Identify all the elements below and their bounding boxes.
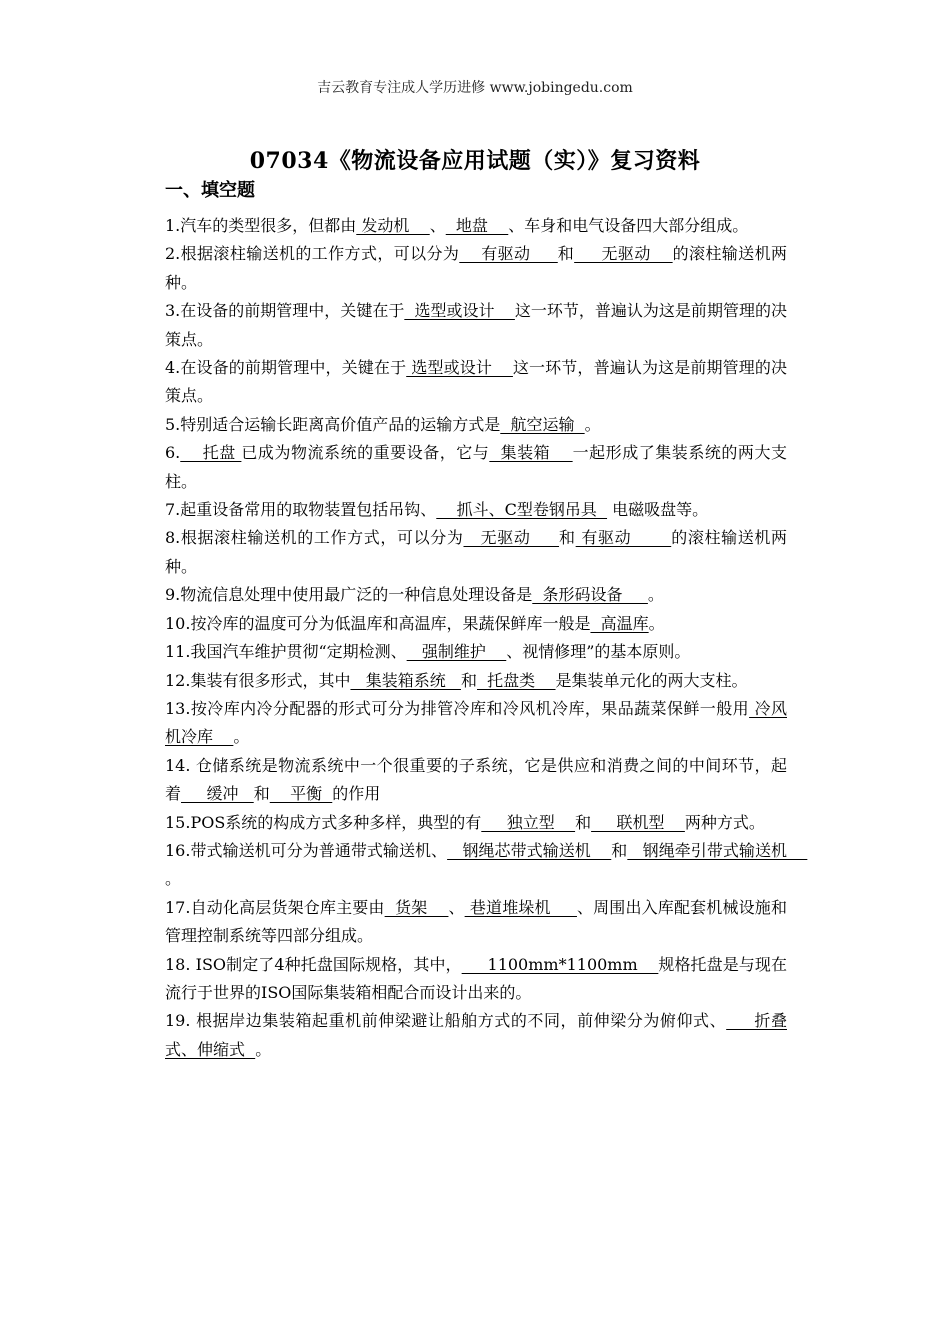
question-item — [165, 1007, 787, 1064]
question-text: 一起形成了集装系统的两大支柱。 — [165, 443, 787, 491]
answer-blank: 有驱动 — [575, 528, 672, 548]
question-text: 这一环节，普遍认为这是前期管理的决策点。 — [165, 301, 787, 349]
question-text: 11.我国汽车维护贯彻“定期检测、 — [165, 642, 407, 662]
answer-blank: 托盘 — [180, 443, 242, 463]
answer-blank: 独立型 — [481, 812, 576, 832]
answer-blank: 钢绳牵引带式输送机 — [627, 840, 808, 860]
question-text: 19. 根据岸边集装箱起重机前伸梁避让船舶方式的不同，前伸梁分为俯仰式、 — [165, 1011, 727, 1031]
answer-blank: 平衡 — [269, 784, 333, 804]
question-item — [165, 212, 787, 240]
question-text: 。 — [165, 869, 182, 889]
question-text: 的滚柱输送机两种。 — [165, 528, 787, 576]
question-item — [165, 809, 787, 837]
question-item — [165, 297, 787, 354]
question-text: 、 — [448, 897, 465, 917]
question-item — [165, 752, 787, 809]
answer-blank: 发动机 — [356, 216, 430, 235]
answer-blank: 无驱动 — [574, 244, 673, 264]
question-item — [165, 354, 787, 411]
question-text: 两种方式。 — [684, 812, 765, 832]
answer-blank: 巷道堆垛机 — [464, 897, 577, 917]
question-item — [165, 439, 787, 496]
question-item — [165, 581, 787, 609]
question-text: 1.汽车的类型很多，但都由 — [165, 216, 357, 235]
question-text: 。 — [647, 585, 664, 605]
question-text: 10.按冷库的温度可分为低温库和高温库，果蔬保鲜库一般是 — [165, 613, 591, 633]
question-text: 。 — [584, 414, 601, 434]
question-list — [165, 212, 808, 1064]
question-text: 4.在设备的前期管理中，关键在于 — [165, 358, 407, 378]
answer-blank: 有驱动 — [459, 244, 558, 264]
answer-blank: 无驱动 — [463, 528, 560, 548]
answer-blank: 抓斗、C型卷钢吊具 — [436, 500, 608, 520]
question-item — [165, 837, 808, 894]
question-text: 、周围出入库配套机械设施和管理控制系统等四部分组成。 — [165, 897, 787, 946]
question-item — [165, 524, 787, 581]
answer-blank: 选型或设计 — [406, 358, 513, 378]
answer-blank: 条形码设备 — [532, 585, 648, 605]
answer-blank: 强制维护 — [406, 642, 507, 662]
question-item — [165, 695, 787, 752]
question-text: 2.根据滚柱输送机的工作方式，可以分为 — [165, 244, 460, 264]
answer-blank: 联机型 — [591, 812, 685, 832]
answer-blank: 折叠式、伸缩式 — [165, 1011, 787, 1059]
question-item — [165, 667, 787, 695]
document-title: 07034《物流设备应用试题（实）》复习资料 — [249, 148, 701, 174]
question-text: 、视情修理”的基本原则。 — [506, 642, 691, 662]
question-text: 。 — [648, 613, 665, 633]
question-item — [165, 894, 787, 951]
answer-blank: 钢绳芯带式输送机 — [447, 840, 612, 860]
question-text: 17.自动化高层货架仓库主要由 — [165, 897, 385, 917]
question-text: 、车身和电气设备四大部分组成。 — [508, 216, 749, 235]
question-text: 18. ISO制定了4种托盘国际规格，其中， — [165, 954, 462, 974]
answer-blank: 集装箱 — [489, 443, 573, 463]
answer-blank: 选型或设计 — [404, 301, 515, 321]
question-text: 和 — [557, 244, 575, 264]
question-text: 规格托盘是与现在流行于世界的ISO国际集装箱相配合而设计出来的。 — [165, 954, 787, 1002]
question-text: 9.物流信息处理中使用最广泛的一种信息处理设备是 — [165, 585, 533, 605]
question-text: 和 — [559, 528, 576, 548]
question-text: 12.集装有很多形式，其中 — [165, 670, 351, 690]
question-text: 的滚柱输送机两种。 — [165, 244, 787, 292]
question-text: 和 — [460, 670, 477, 690]
question-text: 电磁吸盘等。 — [607, 500, 709, 520]
answer-blank: 1100mm*1100mm — [461, 954, 659, 974]
question-text: 13.按冷库内冷分配器的形式可分为排管冷库和冷风机冷库，果品蔬菜保鲜一般用 — [165, 698, 750, 718]
question-text: 7.起重设备常用的取物装置包括吊钩、 — [165, 500, 437, 520]
answer-blank: 高温库 — [590, 613, 649, 633]
question-text: 8.根据滚柱输送机的工作方式，可以分为 — [165, 528, 464, 548]
answer-blank: 缓冲 — [181, 784, 254, 804]
question-text: 是集装单元化的两大支柱。 — [555, 670, 748, 690]
question-text: 3.在设备的前期管理中，关键在于 — [165, 301, 405, 321]
question-item — [165, 411, 787, 439]
answer-blank: 托盘类 — [477, 670, 556, 690]
question-text: 16.带式输送机可分为普通带式输送机、 — [165, 840, 448, 860]
answer-blank: 航空运输 — [500, 414, 585, 434]
section-heading: 一、填空题 — [165, 180, 255, 201]
question-item — [165, 610, 787, 638]
question-item — [165, 240, 787, 297]
question-text: 5.特别适合运输长距离高价值产品的运输方式是 — [165, 414, 501, 434]
question-text: 14. 仓储系统是物流系统中一个很重要的子系统，它是供应和消费之间的中间环节，起着 — [165, 755, 787, 804]
question-text: 15.POS系统的构成方式多种多样，典型的有 — [165, 812, 482, 832]
question-item — [165, 951, 787, 1008]
question-text: 已成为物流系统的重要设备，它与 — [241, 443, 490, 463]
question-text: 的作用 — [332, 784, 381, 804]
question-text: 、 — [429, 216, 446, 235]
question-text: 这一环节，普遍认为这是前期管理的决策点。 — [165, 358, 787, 406]
question-text: 。 — [255, 1039, 272, 1059]
question-text: 和 — [253, 784, 270, 804]
answer-blank: 冷风机冷库 — [165, 698, 787, 747]
question-item — [165, 638, 787, 666]
question-text: 和 — [575, 812, 592, 832]
answer-blank: 地盘 — [445, 216, 509, 235]
answer-blank: 货架 — [384, 897, 449, 917]
answer-blank: 集装箱系统 — [350, 670, 461, 690]
page-header: 吉云教育专注成人学历进修 www.jobingedu.com — [317, 80, 633, 96]
question-text: 。 — [233, 727, 250, 747]
question-text: 和 — [611, 840, 628, 860]
question-text: 6. — [165, 443, 181, 463]
question-item — [165, 496, 787, 524]
